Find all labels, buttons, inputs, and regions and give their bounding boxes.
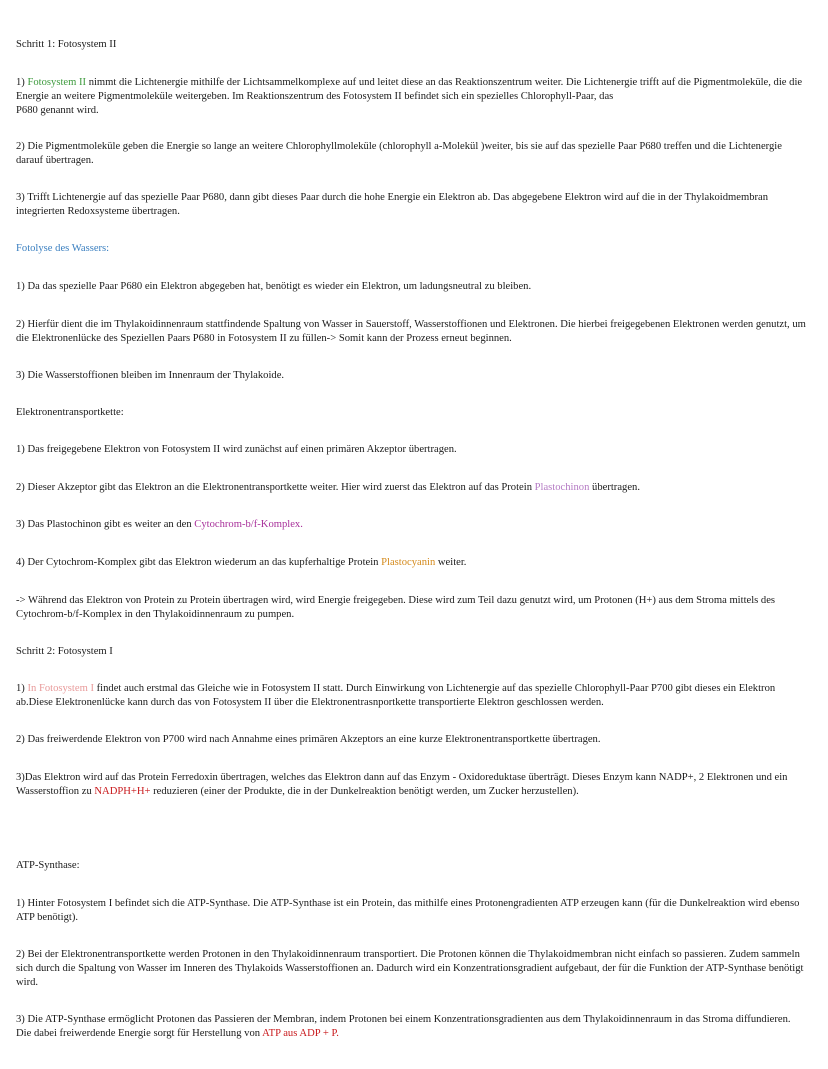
paragraph-fs1-1 [16, 682, 806, 710]
highlight-plastochinon: Plastochinon [534, 482, 590, 493]
highlight-nadph: NADPH+H+ [94, 786, 151, 797]
paragraph-etk-1: 1) Das freigegebene Elektron von Fotosystem II wird zunächst auf einen primären Akzeptor übertragen. [16, 444, 457, 455]
text: 2) Dieser Akzeptor gibt das Elektron an die Elektronentransportkette weiter. Hier wird zuerst das Elektron auf das Protein [16, 482, 535, 493]
paragraph-fotolyse-2: 2) Hierfür dient die im Thylakoidinnenraum stattfindende Spaltung von Wasser in Sauerstoff, Wasserstoffionen und Elektronen. Die hierbei freigegebenen Elektronen werden genutzt, um die Elektronenlücke des Speziellen Paars P680 in Fotosystem II zu füllen-> Somit kann der Prozess erneut beginnen. [16, 319, 806, 344]
text: findet auch erstmal das Gleiche wie in Fotosystem II statt. Durch Einwirkung von Lichtenergie auf das spezielle Chlorophyll-Paar P700 gibt dieses ein Elektron ab.Diese Elektronenlücke kann durch das von Fotosystem II über die Elektronentrasnportkette transportierte Elektron geschlossen werden. [16, 683, 776, 708]
paragraph-atp-1: 1) Hinter Fotosystem I befindet sich die ATP-Synthase. Die ATP-Synthase ist ein Protein, das mithilfe eines Protonengradienten ATP erzeugen kann (für die Dunkelreaktion wird ebenso ATP benötigt). [16, 898, 800, 923]
text: weiter. [435, 557, 467, 568]
highlight-fotosystem-1: In Fotosystem I [27, 683, 94, 694]
paragraph-atp-2: 2) Bei der Elektronentransportkette werden Protonen in den Thylakoidinnenraum transportiert. Die Protonen können die Thylakoidmembran nicht einfach so passieren. Zudem sammeln sich durch die Spaltung von Wasser im Inneren des Thylakoids Wasserstoffionen an. Dadurch wird ein Konzentrationsgradient aufgebaut, der für die Funktion der ATP-Synthase benötigt wird. [16, 949, 804, 988]
text: 3)Das Elektron wird auf das Protein Ferredoxin übertragen, welches das Elektron dann auf das Enzym - Oxidoreduktase überträgt. Dieses Enzym kann NADP+, 2 Elektronen und ein Wasserstoffion zu [16, 772, 788, 797]
section-heading-fotolyse: Fotolyse des Wassers: [16, 243, 110, 254]
highlight-cytochrom: Cytochrom-b/f-Komplex. [194, 519, 303, 530]
text: reduzieren (einer der Produkte, die in der Dunkelreaktion benötigt werden, um Zucker herzustellen). [150, 786, 579, 797]
text: 3) Die ATP-Synthase ermöglicht Protonen das Passieren der Membran, indem Protonen bei einem Konzentrationsgradienten aus dem Thylakoidinnenraum in das Stroma diffundieren. Die dabei freiwerdende Energie sorgt für Herstellung von [16, 1014, 791, 1039]
paragraph-fs2-1 [16, 76, 806, 104]
highlight-atp: ATP aus ADP + P. [262, 1028, 339, 1039]
paragraph-fs1-3 [16, 771, 806, 799]
paragraph-fotolyse-3: 3) Die Wasserstoffionen bleiben im Innenraum der Thylakoide. [16, 370, 285, 381]
text: 3) Das Plastochinon gibt es weiter an den [16, 519, 195, 530]
paragraph-fs2-1-last-line: P680 genannt wird. [16, 105, 99, 116]
paragraph-fotolyse-1: 1) Da das spezielle Paar P680 ein Elektron abgegeben hat, benötigt es wieder ein Elektron, um ladungsneutral zu bleiben. [16, 281, 532, 292]
text: 1) [16, 77, 28, 88]
paragraph-fs2-2: 2) Die Pigmentmoleküle geben die Energie so lange an weitere Chlorophyllmoleküle (chlorophyll a-Molekül )weiter, bis sie auf das spezielle Paar P680 treffen und die Lichtenergie darauf übertragen. [16, 141, 782, 166]
section-heading-elektronentransportkette: Elektronentransportkette: [16, 407, 124, 418]
highlight-plastocyanin: Plastocyanin [381, 557, 436, 568]
paragraph-etk-2 [16, 481, 806, 495]
section-heading-atp-synthase: ATP-Synthase: [16, 860, 80, 871]
section-heading-fotosystem-2: Schritt 1: Fotosystem II [16, 39, 117, 50]
text: 4) Der Cytochrom-Komplex gibt das Elektron wiederum an das kupferhaltige Protein [16, 557, 382, 568]
section-heading-fotosystem-1: Schritt 2: Fotosystem I [16, 646, 113, 657]
paragraph-etk-4 [16, 556, 806, 570]
paragraph-atp-3 [16, 1013, 806, 1041]
text: nimmt die Lichtenergie mithilfe der Lichtsammelkomplexe auf und leitet diese an das Reaktionszentrum weiter. Die Lichtenergie trifft auf die Pigmentmoleküle, die die Energie an weitere Pigmentmoleküle weitergeben. Im Reaktionszentrum des Fotosystem II befindet sich ein spezielles Chlorophyll-Paar, das [16, 77, 803, 102]
paragraph-etk-5: -> Während das Elektron von Protein zu Protein übertragen wird, wird Energie freigegeben. Diese wird zum Teil dazu genutzt wird, um Protonen (H+) aus dem Stroma mittels des Cytochrom-b/f-Komplex in den Thylakoidinnenraum zu pumpen. [16, 595, 776, 620]
text: übertragen. [589, 482, 640, 493]
paragraph-etk-3 [16, 518, 806, 532]
paragraph-fs2-3: 3) Trifft Lichtenergie auf das spezielle Paar P680, dann gibt dieses Paar durch die hohe Energie ein Elektron ab. Das abgegebene Elektron wird auf die in der Thylakoidmembran integrierten Redoxsysteme übertragen. [16, 192, 769, 217]
highlight-fotosystem-2: Fotosystem II [27, 77, 87, 88]
text: 1) [16, 683, 28, 694]
paragraph-fs1-2: 2) Das freiwerdende Elektron von P700 wird nach Annahme eines primären Akzeptors an eine kurze Elektronentransportkette übertragen. [16, 734, 601, 745]
